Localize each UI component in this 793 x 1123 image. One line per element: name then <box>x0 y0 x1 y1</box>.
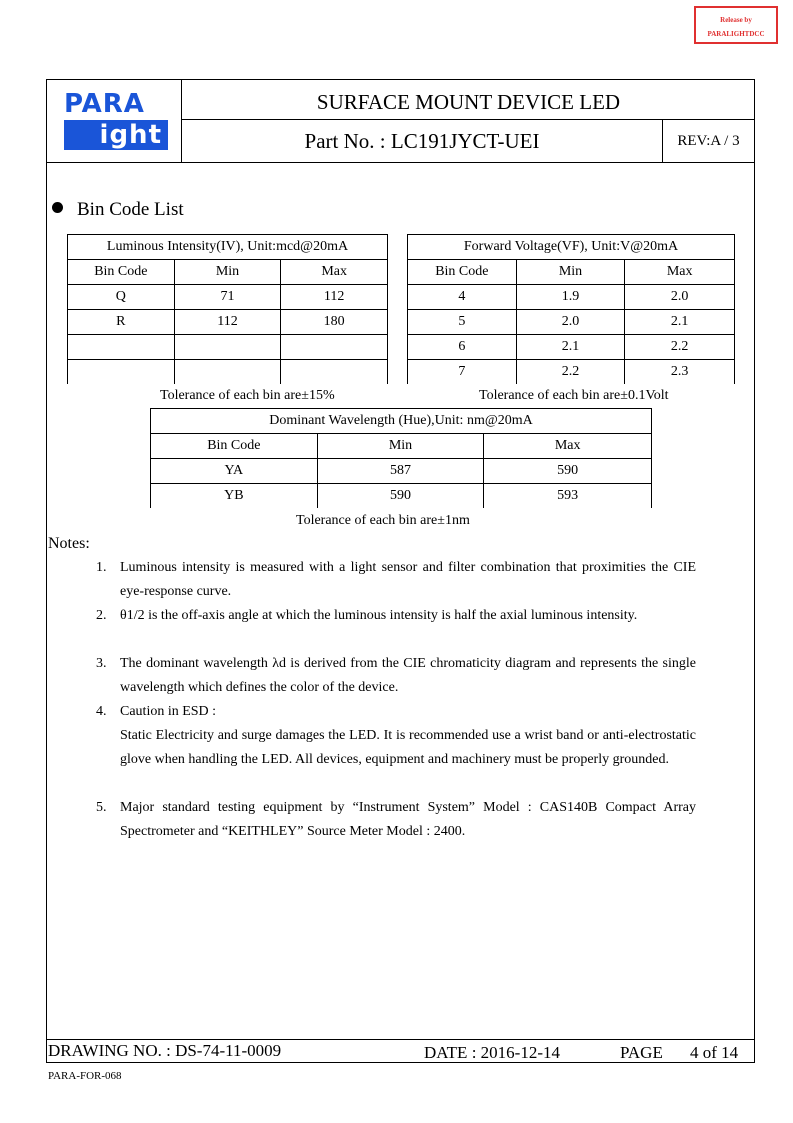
table-cell: 587 <box>317 459 484 484</box>
section-title <box>52 198 184 222</box>
table-cell <box>174 360 281 385</box>
stamp-line-1: Release by <box>720 16 752 24</box>
table-cell: 180 <box>281 310 388 335</box>
wd-tolerance: Tolerance of each bin are±1nm <box>296 513 470 528</box>
release-stamp <box>694 6 778 44</box>
table-title: Forward Voltage(VF), Unit:V@20mA <box>408 235 735 260</box>
note-text: Luminous intensity is measured with a light sensor and filter combination that proximities the CIE eye-response curve. <box>120 560 696 599</box>
table-cell: 593 <box>484 484 652 509</box>
table-cell: 1.9 <box>516 285 625 310</box>
header-bottom-divider <box>46 162 755 163</box>
table-cell: 4 <box>408 285 517 310</box>
table-title: Luminous Intensity(IV), Unit:mcd@20mA <box>68 235 388 260</box>
note-number: 1. <box>96 560 107 575</box>
dominant-wavelength-table <box>150 408 652 508</box>
forward-voltage-table <box>407 234 735 384</box>
note-text: θ1/2 is the off-axis angle at which the luminous intensity is half the axial luminous intensity. <box>120 608 638 623</box>
table-cell: 2.0 <box>625 285 735 310</box>
table-cell: YA <box>151 459 318 484</box>
note-item <box>96 652 696 700</box>
table-cell: 2.2 <box>516 360 625 385</box>
column-header: Min <box>317 434 484 459</box>
note-text: Major standard testing equipment by “Instrument System” Model : CAS140B Compact Array Spectrometer and “KEITHLEY” Source Meter Model : 2400. <box>120 800 696 839</box>
table-cell: 112 <box>174 310 281 335</box>
notes-heading: Notes: <box>48 535 90 552</box>
note-text: Caution in ESD : <box>120 704 217 719</box>
logo-top-text: PARA <box>64 89 145 119</box>
note-number: 3. <box>96 656 107 671</box>
note-item <box>96 796 696 844</box>
document-date: DATE : 2016-12-14 <box>424 1043 560 1062</box>
bullet-icon <box>52 202 63 213</box>
table-cell: 590 <box>317 484 484 509</box>
column-header: Min <box>174 260 281 285</box>
table-cell <box>174 335 281 360</box>
note-number: 5. <box>96 800 107 815</box>
table-cell: R <box>68 310 175 335</box>
header-mid-divider <box>181 119 755 120</box>
table-cell <box>68 360 175 385</box>
note-item <box>96 556 696 604</box>
table-cell <box>281 360 388 385</box>
table-cell <box>281 335 388 360</box>
note-number: 4. <box>96 704 107 719</box>
table-cell: YB <box>151 484 318 509</box>
iv-tolerance: Tolerance of each bin are±15% <box>160 388 335 403</box>
document-title: SURFACE MOUNT DEVICE LED <box>316 90 621 114</box>
logo-bottom-text: ight <box>64 120 168 150</box>
note-item <box>96 604 696 628</box>
paralight-logo <box>64 89 168 151</box>
column-header: Max <box>484 434 652 459</box>
section-title-text: Bin Code List <box>77 199 184 220</box>
page-number: 4 of 14 <box>690 1043 739 1062</box>
table-cell: 6 <box>408 335 517 360</box>
table-cell <box>68 335 175 360</box>
table-cell: 71 <box>174 285 281 310</box>
note-number: 2. <box>96 608 107 623</box>
column-header: Max <box>625 260 735 285</box>
stamp-line-2: PARALIGHTDCC <box>707 30 765 38</box>
table-cell: 2.1 <box>625 310 735 335</box>
table-title: Dominant Wavelength (Hue),Unit: nm@20mA <box>151 409 652 434</box>
column-header: Bin Code <box>68 260 175 285</box>
table-cell: 112 <box>281 285 388 310</box>
page-label: PAGE <box>620 1043 663 1062</box>
table-cell: 5 <box>408 310 517 335</box>
table-cell: 2.1 <box>516 335 625 360</box>
table-cell: 2.3 <box>625 360 735 385</box>
column-header: Bin Code <box>151 434 318 459</box>
revision: REV:A / 3 <box>677 133 740 149</box>
note-text-detail: Static Electricity and surge damages the LED. It is recommended use a wrist band or anti-electrostatic glove when handling the LED. All devices, equipment and machinery must be properly grounded. <box>120 728 696 767</box>
vf-tolerance: Tolerance of each bin are±0.1Volt <box>479 388 669 403</box>
column-header: Bin Code <box>408 260 517 285</box>
part-number: Part No. : LC191JYCT-UEI <box>304 129 540 153</box>
table-cell: Q <box>68 285 175 310</box>
column-header: Max <box>281 260 388 285</box>
table-cell: 7 <box>408 360 517 385</box>
column-header: Min <box>516 260 625 285</box>
table-cell: 590 <box>484 459 652 484</box>
luminous-intensity-table <box>67 234 388 384</box>
drawing-number: DRAWING NO. : DS-74-11-0009 <box>48 1041 282 1060</box>
table-cell: 2.2 <box>625 335 735 360</box>
note-item <box>96 700 696 772</box>
form-code: PARA-FOR-068 <box>48 1070 122 1082</box>
note-text: The dominant wavelength λd is derived from the CIE chromaticity diagram and represents the single wavelength which defines the color of the device. <box>120 656 696 695</box>
table-cell: 2.0 <box>516 310 625 335</box>
